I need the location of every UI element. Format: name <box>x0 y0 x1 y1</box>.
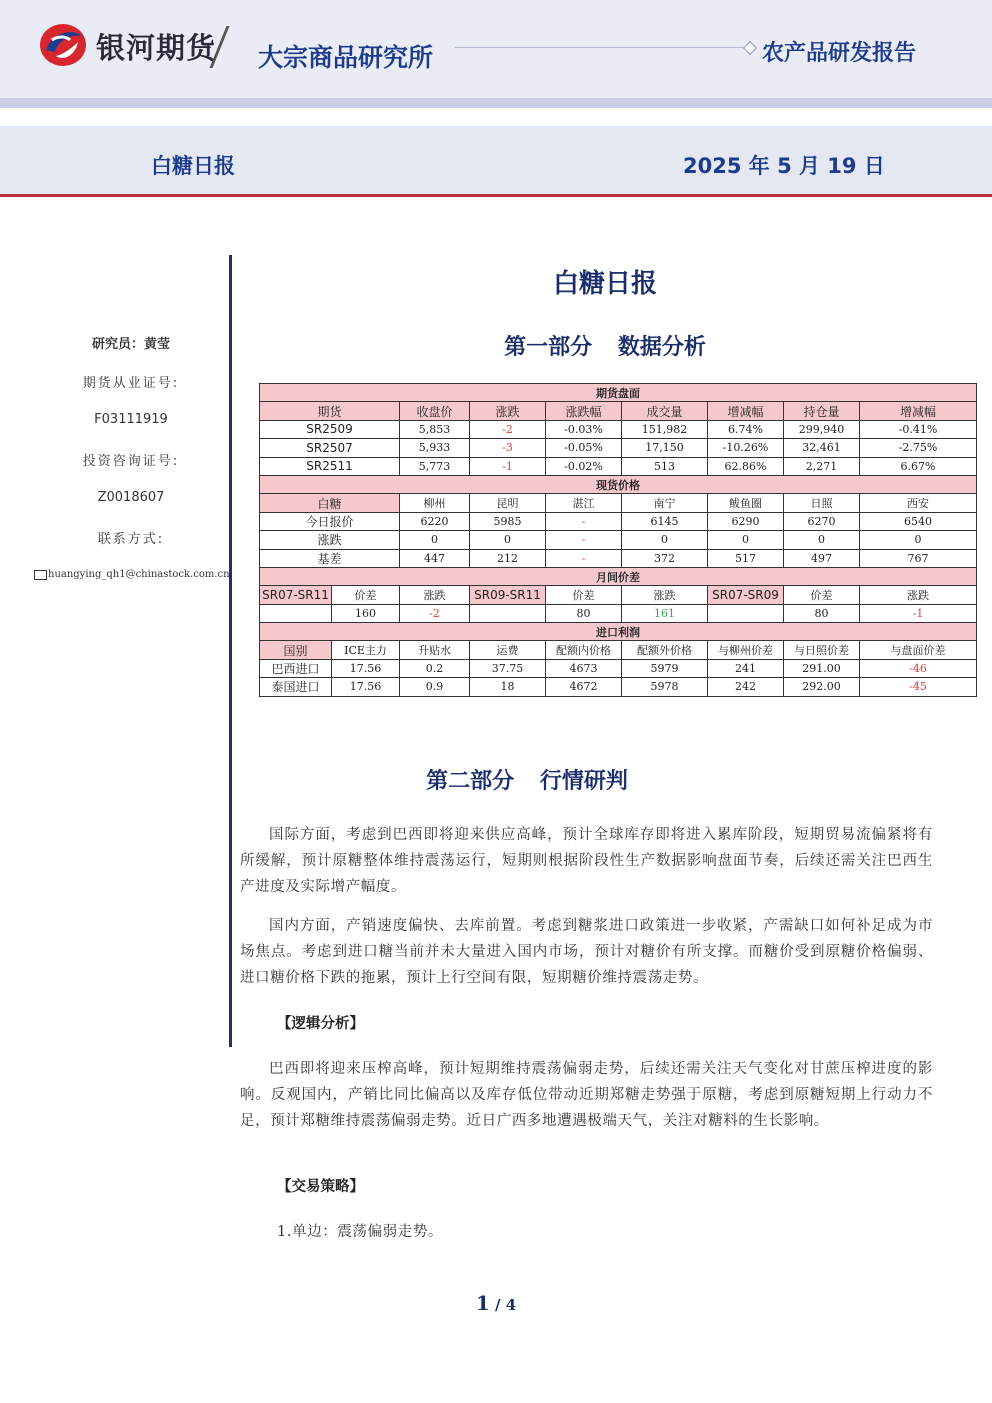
table-row <box>260 420 977 438</box>
column-header: 柳州 <box>400 494 470 512</box>
institute-name: 大宗商品研究所 <box>258 43 434 72</box>
table-cell: 447 <box>400 549 470 567</box>
table-cell: 18 <box>470 678 546 696</box>
table-cell: 517 <box>708 549 784 567</box>
table-cell: -0.05% <box>546 439 622 457</box>
section-spread: 月间价差 <box>260 567 977 585</box>
table-cell: SR2507 <box>260 439 400 457</box>
table-cell: 37.75 <box>470 659 546 677</box>
table-cell: 513 <box>622 457 708 475</box>
table-cell: 6.67% <box>860 457 977 475</box>
table-cell: 241 <box>708 659 784 677</box>
column-header: 昆明 <box>470 494 546 512</box>
cert-number: F03111919 <box>94 412 168 427</box>
table-row <box>260 402 977 420</box>
column-header: 增减幅 <box>708 402 784 420</box>
table-cell: -2.75% <box>860 439 977 457</box>
table-cell: 5,773 <box>400 457 470 475</box>
table-cell: SR2509 <box>260 420 400 438</box>
column-header: 南宁 <box>622 494 708 512</box>
table-cell: -46 <box>860 659 977 677</box>
table-cell: 80 <box>546 604 622 622</box>
page-total: 4 <box>505 1296 517 1314</box>
table-cell: 涨跌 <box>260 531 400 549</box>
table-cell <box>708 604 784 622</box>
page-separator: / <box>489 1296 506 1314</box>
column-header: 成交量 <box>622 402 708 420</box>
table-cell: - <box>546 549 622 567</box>
column-header: 鲅鱼圈 <box>708 494 784 512</box>
table-cell: 0.9 <box>400 678 470 696</box>
table-cell <box>470 604 546 622</box>
column-header: 日照 <box>784 494 860 512</box>
table-cell: SR2511 <box>260 457 400 475</box>
header-stripe <box>0 98 992 108</box>
table-cell: 5985 <box>470 512 546 530</box>
table-cell: -1 <box>470 457 546 475</box>
strategy-heading: 【交易策略】 <box>277 1178 364 1195</box>
domestic-paragraph: 国内方面，产销速度偏快、去库前置。考虑到糖浆进口政策进一步收紧，产需缺口如何补足成为市场焦点。考虑到进口糖当前并未大量进入国内市场，预计对糖价有所支撑。而糖价受到原糖价格偏弱、进口糖价格下跌的拖累，预计上行空间有限，短期糖价维持震荡走势。 <box>240 918 933 986</box>
contact-label: 联系方式: <box>97 532 165 547</box>
table-row <box>260 623 977 641</box>
table-cell: 5978 <box>622 678 708 696</box>
column-header: 价差 <box>784 586 860 604</box>
column-header: 运费 <box>470 641 546 659</box>
logic-paragraph: 巴西即将迎来压榨高峰，预计短期维持震荡偏弱走势，后续还需关注天气变化对甘蔗压榨进度的影响。反观国内，产销比同比偏高以及库存低位带动近期郑糖走势强于原糖，考虑到原糖短期上行动力不足，预计郑糖维持震荡偏弱走势。近日广西多地遭遇极端天气，关注对糖料的生长影响。 <box>240 1061 933 1129</box>
column-header: SR07-SR11 <box>260 586 332 604</box>
sugar-data-table <box>259 383 977 697</box>
table-cell: 4672 <box>546 678 622 696</box>
column-header: 涨跌 <box>400 586 470 604</box>
table-row <box>260 494 977 512</box>
logic-heading: 【逻辑分析】 <box>277 1015 364 1032</box>
logo-text: 银河期货 <box>96 31 217 65</box>
table-cell: 17.56 <box>332 678 400 696</box>
section-futures: 期货盘面 <box>260 384 977 402</box>
table-row <box>260 659 977 677</box>
table-cell: 160 <box>332 604 400 622</box>
international-paragraph: 国际方面，考虑到巴西即将迎来供应高峰，预计全球库存即将进入累库阶段，短期贸易流偏紧将有所缓解，预计原糖整体维持震荡运行，短期则根据阶段性生产数据影响盘面节奏，后续还需关注巴西生产进度及实际增产幅度。 <box>240 827 933 895</box>
table-cell: 0.2 <box>400 659 470 677</box>
table-cell: 0 <box>470 531 546 549</box>
table-cell: 巴西进口 <box>260 659 332 677</box>
table-cell: -2 <box>470 420 546 438</box>
table-row <box>260 567 977 585</box>
table-cell: 6220 <box>400 512 470 530</box>
table-cell: 292.00 <box>784 678 860 696</box>
table-cell: 今日报价 <box>260 512 400 530</box>
column-header: 涨跌 <box>622 586 708 604</box>
table-cell: 6540 <box>860 512 977 530</box>
consult-number: Z0018607 <box>97 490 165 505</box>
table-cell: 6.74% <box>708 420 784 438</box>
table-row <box>260 604 977 622</box>
column-header: 增减幅 <box>860 402 977 420</box>
table-cell: 0 <box>708 531 784 549</box>
main-title: 白糖日报 <box>552 269 657 299</box>
column-header: 期货 <box>260 402 400 420</box>
part1-title: 第一部分 数据分析 <box>504 335 706 360</box>
strategy-item: 1.单边：震荡偏弱走势。 <box>277 1224 444 1240</box>
mail-icon <box>34 570 47 580</box>
researcher-name: 研究员：黄莹 <box>91 337 170 352</box>
table-cell: 299,940 <box>784 420 860 438</box>
table-cell: 0 <box>400 531 470 549</box>
column-header: 白糖 <box>260 494 400 512</box>
title-band-rule <box>0 194 992 197</box>
table-cell: 32,461 <box>784 439 860 457</box>
table-cell: 6290 <box>708 512 784 530</box>
table-cell: - <box>546 512 622 530</box>
table-row <box>260 531 977 549</box>
table-row <box>260 678 977 696</box>
column-header: 价差 <box>332 586 400 604</box>
column-header: 涨跌 <box>860 586 977 604</box>
table-cell: 2,271 <box>784 457 860 475</box>
header-divider-line <box>455 47 747 48</box>
column-header: 西安 <box>860 494 977 512</box>
table-cell: -45 <box>860 678 977 696</box>
report-subtitle: 白糖日报 <box>151 154 235 178</box>
table-row <box>260 586 977 604</box>
table-cell: 767 <box>860 549 977 567</box>
column-header: 涨跌 <box>470 402 546 420</box>
table-cell: -1 <box>860 604 977 622</box>
page-number <box>0 1291 992 1315</box>
table-cell <box>260 604 332 622</box>
table-row <box>260 512 977 530</box>
table-cell: 80 <box>784 604 860 622</box>
table-cell: 17.56 <box>332 659 400 677</box>
table-cell: 4673 <box>546 659 622 677</box>
column-header: 与柳州价差 <box>708 641 784 659</box>
report-date: 2025 年 5 月 19 日 <box>683 154 885 178</box>
table-cell: 161 <box>622 604 708 622</box>
column-header: 价差 <box>546 586 622 604</box>
column-header: 收盘价 <box>400 402 470 420</box>
consult-label: 投资咨询证号: <box>82 454 180 469</box>
column-header: 持仓量 <box>784 402 860 420</box>
table-row <box>260 384 977 402</box>
table-cell: -0.03% <box>546 420 622 438</box>
column-header: 配额内价格 <box>546 641 622 659</box>
table-row <box>260 457 977 475</box>
section-spot: 现货价格 <box>260 475 977 493</box>
table-cell: -3 <box>470 439 546 457</box>
table-cell: 0 <box>622 531 708 549</box>
table-cell: 基差 <box>260 549 400 567</box>
table-row <box>260 475 977 493</box>
part2-title: 第二部分 行情研判 <box>426 769 628 794</box>
table-cell: 151,982 <box>622 420 708 438</box>
table-cell: -10.26% <box>708 439 784 457</box>
table-cell: 5979 <box>622 659 708 677</box>
table-cell: 242 <box>708 678 784 696</box>
cert-label: 期货从业证号: <box>82 376 180 391</box>
table-row <box>260 549 977 567</box>
table-row <box>260 439 977 457</box>
column-header: 与日照价差 <box>784 641 860 659</box>
column-header: SR09-SR11 <box>470 586 546 604</box>
table-cell: 497 <box>784 549 860 567</box>
column-header: 升贴水 <box>400 641 470 659</box>
column-header: ICE主力 <box>332 641 400 659</box>
table-cell: 17,150 <box>622 439 708 457</box>
contact-email[interactable] <box>34 569 230 580</box>
table-cell: 212 <box>470 549 546 567</box>
column-header: 与盘面价差 <box>860 641 977 659</box>
column-header: 湛江 <box>546 494 622 512</box>
table-cell: 291.00 <box>784 659 860 677</box>
table-cell: 6270 <box>784 512 860 530</box>
table-cell: 0 <box>860 531 977 549</box>
table-cell: 372 <box>622 549 708 567</box>
table-cell: 5,933 <box>400 439 470 457</box>
email-text: huangying_qh1@chinastock.com.cn <box>48 569 230 580</box>
table-cell: 62.86% <box>708 457 784 475</box>
galaxy-logo-icon <box>38 22 88 68</box>
section-import: 进口利润 <box>260 623 977 641</box>
table-cell: 6145 <box>622 512 708 530</box>
table-cell: -0.02% <box>546 457 622 475</box>
table-cell: 5,853 <box>400 420 470 438</box>
table-row <box>260 641 977 659</box>
column-header: 国别 <box>260 641 332 659</box>
page-current: 1 <box>475 1291 490 1315</box>
table-cell: -2 <box>400 604 470 622</box>
column-header: 涨跌幅 <box>546 402 622 420</box>
table-cell: - <box>546 531 622 549</box>
table-cell: -0.41% <box>860 420 977 438</box>
column-header: SR07-SR09 <box>708 586 784 604</box>
column-header: 配额外价格 <box>622 641 708 659</box>
table-cell: 泰国进口 <box>260 678 332 696</box>
table-cell: 0 <box>784 531 860 549</box>
report-type: 农产品研发报告 <box>762 41 917 66</box>
